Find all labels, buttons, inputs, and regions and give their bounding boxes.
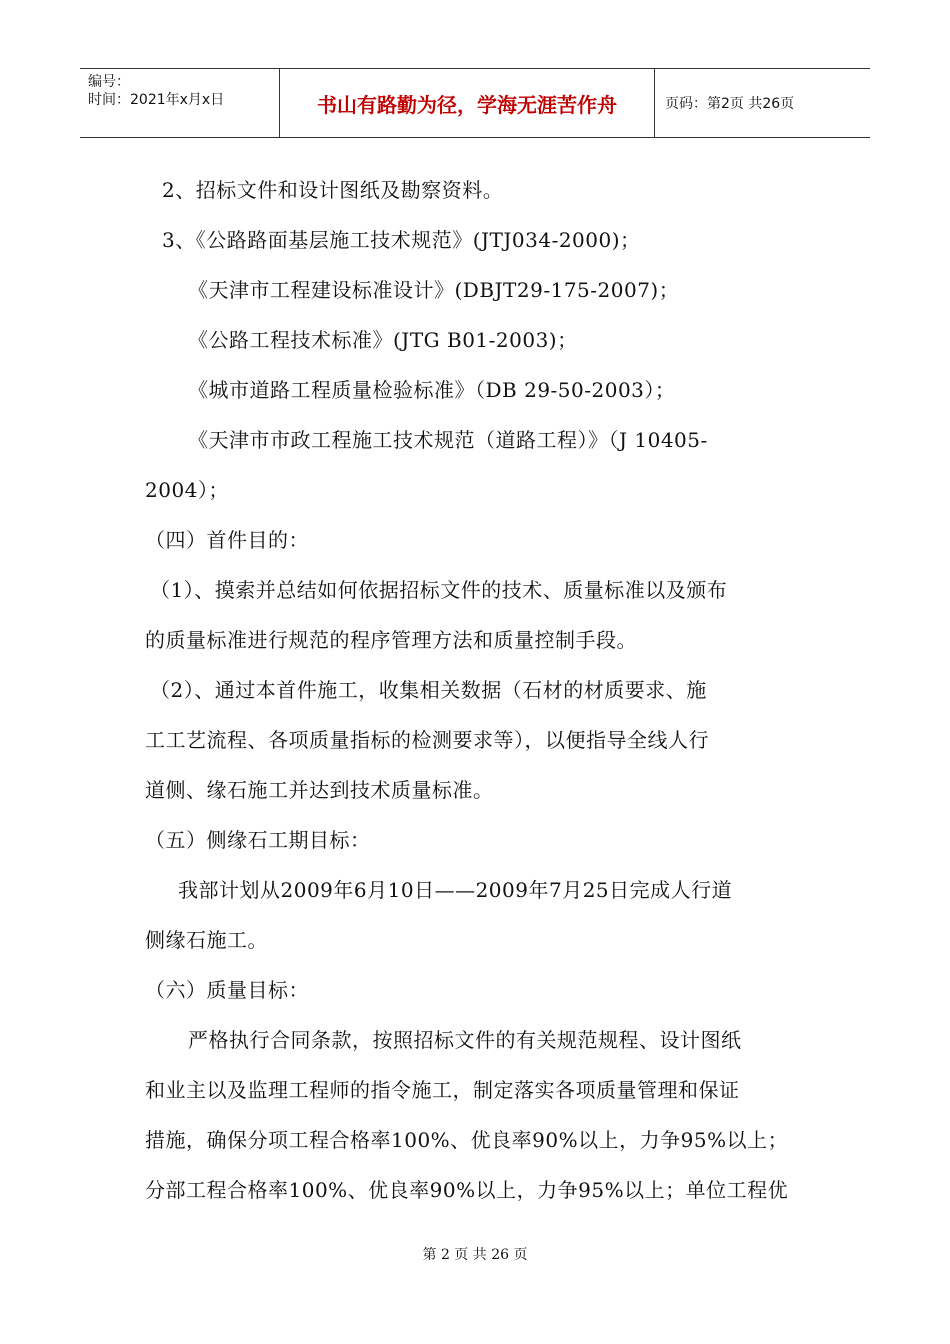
time-label: 时间：2021年x月x日 (88, 92, 225, 108)
body-line: 工工艺流程、各项质量指标的检测要求等），以便指导全线人行 (145, 728, 709, 752)
header-page-number: 页码：第2页 共26页 (665, 96, 795, 112)
header-meta (80, 69, 280, 137)
body-line: 的质量标准进行规范的程序管理方法和质量控制手段。 (145, 628, 637, 652)
section-heading: （六）质量目标： (145, 978, 309, 1002)
section-heading: （四）首件目的： (145, 528, 309, 552)
body-line: 分部工程合格率100%、优良率90%以上，力争95%以上；单位工程优 (145, 1178, 789, 1202)
body-line: （2）、通过本首件施工，收集相关数据（石材的材质要求、施 (150, 678, 707, 702)
body-line: 侧缘石施工。 (145, 928, 268, 952)
body-line: （1）、摸索并总结如何依据招标文件的技术、质量标准以及颁布 (150, 578, 728, 602)
page-header (80, 68, 870, 138)
number-label: 编号： (88, 74, 130, 90)
body-line: 《城市道路工程质量检验标准》（DB 29-50-2003）； (188, 378, 676, 402)
body-line: 道侧、缘石施工并达到技术质量标准。 (145, 778, 494, 802)
body-line: 《公路工程技术标准》(JTG B01-2003)； (188, 328, 578, 352)
body-line: 《天津市工程建设标准设计》(DBJT29-175-2007)； (188, 278, 680, 302)
body-line: 2、招标文件和设计图纸及勘察资料。 (162, 178, 504, 202)
body-line: 2004）； (145, 478, 229, 502)
body-line: 和业主以及监理工程师的指令施工，制定落实各项质量管理和保证 (145, 1078, 740, 1102)
page-footer: 第 2 页 共 26 页 (422, 1247, 528, 1263)
body-line: 《天津市市政工程施工技术规范（道路工程）》（J 10405- (188, 428, 708, 452)
body-line: 我部计划从2009年6月10日——2009年7月25日完成人行道 (178, 878, 733, 902)
section-heading: （五）侧缘石工期目标： (145, 828, 371, 852)
header-motto: 书山有路勤为径，学海无涯苦作舟 (280, 69, 655, 137)
body-line: 3、《公路路面基层施工技术规范》(JTJ034-2000)； (162, 228, 641, 252)
body-line: 严格执行合同条款，按照招标文件的有关规范规程、设计图纸 (188, 1028, 742, 1052)
body-line: 措施，确保分项工程合格率100%、优良率90%以上，力争95%以上； (145, 1128, 789, 1152)
